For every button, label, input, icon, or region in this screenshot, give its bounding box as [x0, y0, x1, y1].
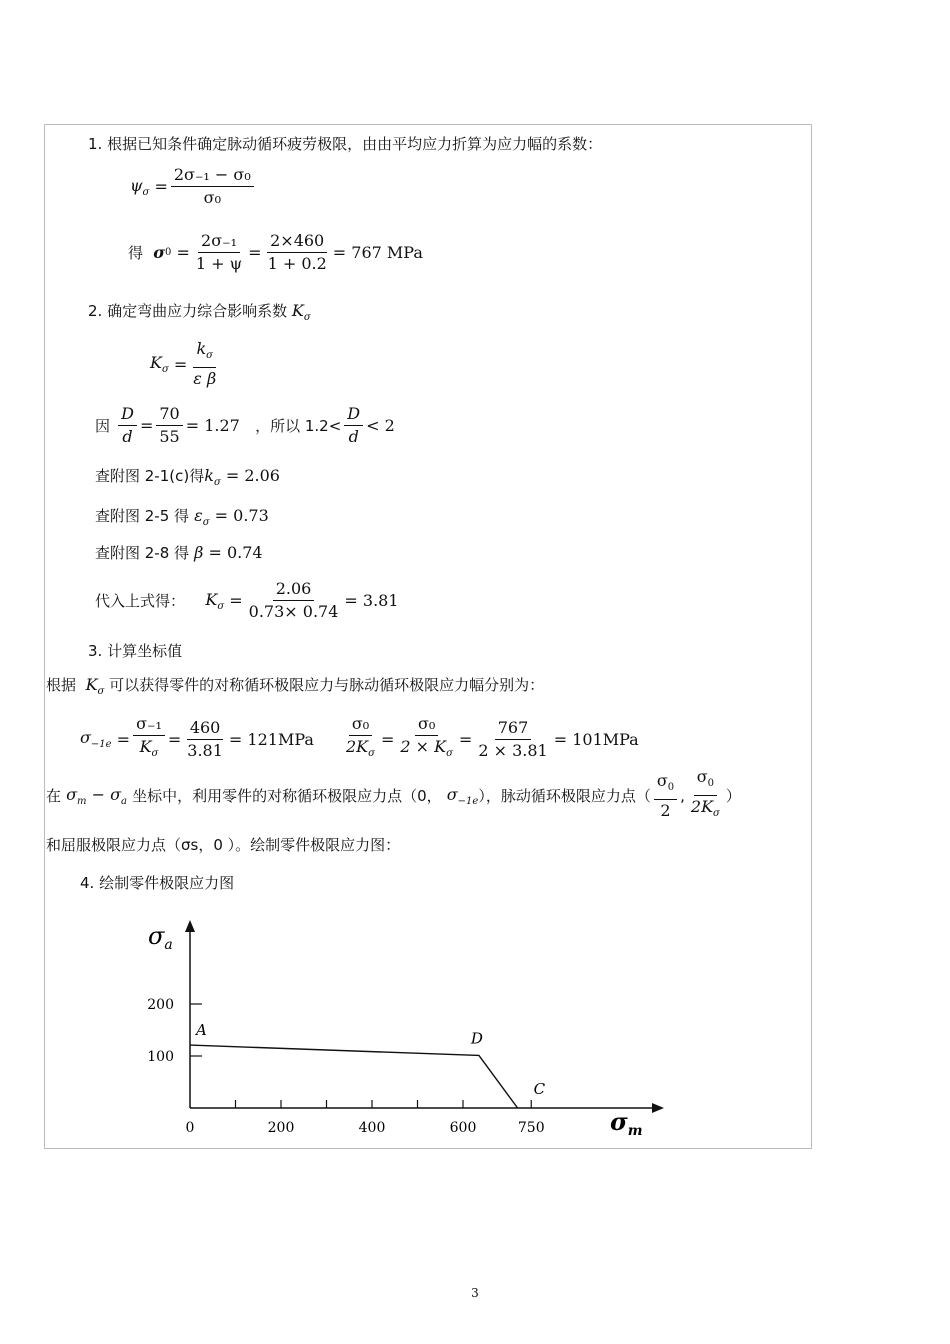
- page-number: 3: [471, 1286, 479, 1300]
- lookup-k-line: 查附图 2-1(c)得$k_\sigma = 2.06$: [95, 466, 280, 488]
- amplitude-formula: $\frac{\text{σ₀}}{2K_\sigma}$ = $\frac{\text{σ₀}}{2 \times K_\sigma}$ = $\frac{767}{2 \times 3.81}$ = 101MPa: [346, 714, 639, 760]
- point-label-a: A: [196, 1021, 207, 1040]
- point-label-d: D: [470, 1029, 483, 1048]
- y-tick-label: 200: [147, 997, 174, 1013]
- coordinate-line: 在 $\sigma_m - \sigma_a$ 坐标中，利用零件的对称循环极限应力点（0， $\sigma_{-1e}$ ），脉动循环极限应力点（ $\frac{\sigma_0}{2}$ , $\frac{\sigma_0}{2K_\sigma}$ ）: [46, 767, 741, 820]
- lookup-beta-line: 查附图 2-8 得 β = 0.74: [95, 543, 263, 562]
- sigma0-formula: 得 σ 0 = $\frac{\text{2σ₋₁}}{1 + \psi}$ = $\frac{2\times 460}{1 + 0.2}$ = 767 MPa: [128, 231, 423, 273]
- genju-line: 根据 $K_\sigma$ 可以获得零件的对称循环极限应力与脉动循环极限应力幅分别为：: [46, 675, 545, 697]
- step-4-heading: 4. 绘制零件极限应力图: [80, 874, 235, 892]
- lookup-epsilon-line: 查附图 2-5 得 $\varepsilon_\sigma = 0.73$: [95, 506, 269, 528]
- x-axis-label: $\sigma_m$: [610, 1107, 643, 1139]
- y-axis-label: $\sigma_a$: [148, 922, 173, 953]
- step-2-heading: 2. 确定弯曲应力综合影响系数 $K_\sigma$: [88, 301, 311, 323]
- limit-stress-line: [190, 1045, 518, 1108]
- y-axis-arrow: [185, 920, 195, 932]
- step-1-heading: 1. 根据已知条件确定脉动循环疲劳极限，由由平均应力折算为应力幅的系数：: [88, 135, 603, 153]
- point-label-c: C: [533, 1080, 546, 1098]
- limit-stress-formula: $\sigma_{-1e}$ = $\frac{\text{σ₋₁}}{K_\sigma}$ = $\frac{460}{3.81}$ = 121MPa: [80, 714, 314, 760]
- psi-denominator: σ₀: [203, 188, 221, 207]
- sigma0-result: = 767 MPa: [332, 243, 423, 262]
- psi-numerator: 2σ₋₁ − σ₀: [171, 166, 254, 187]
- step-3-heading: 3. 计算坐标值: [88, 642, 183, 660]
- x-tick-label: 200: [267, 1120, 295, 1136]
- x-tick-label: 600: [449, 1120, 477, 1136]
- x-tick-label: 750: [517, 1120, 545, 1136]
- yield-point-line: 和屈服极限应力点（σs，0 ）。绘制零件极限应力图：: [46, 836, 401, 854]
- psi-formula: $\psi_\sigma$ = $\frac{\text{2σ₋₁ − σ₀}}{\text{σ₀}}$: [130, 166, 257, 207]
- diameter-ratio-line: 因 $\frac{D}{d}$ = $\frac{70}{55}$ = 1.27 ，所以 1.2< $\frac{D}{d}$ < 2: [95, 404, 395, 446]
- x-axis-arrow: [652, 1103, 664, 1113]
- k-formula: $K_\sigma$ = $\frac{k_\sigma}{\text{ε β}}$: [150, 339, 217, 388]
- limit-stress-chart: [140, 918, 680, 1148]
- x-tick-label: 0: [185, 1120, 195, 1136]
- x-tick-label: 400: [358, 1120, 386, 1136]
- k-result-formula: 代入上式得： $K_\sigma$ = $\frac{2.06}{0.73\times 0.74}$ = 3.81: [95, 579, 399, 621]
- y-tick-label: 100: [147, 1049, 174, 1065]
